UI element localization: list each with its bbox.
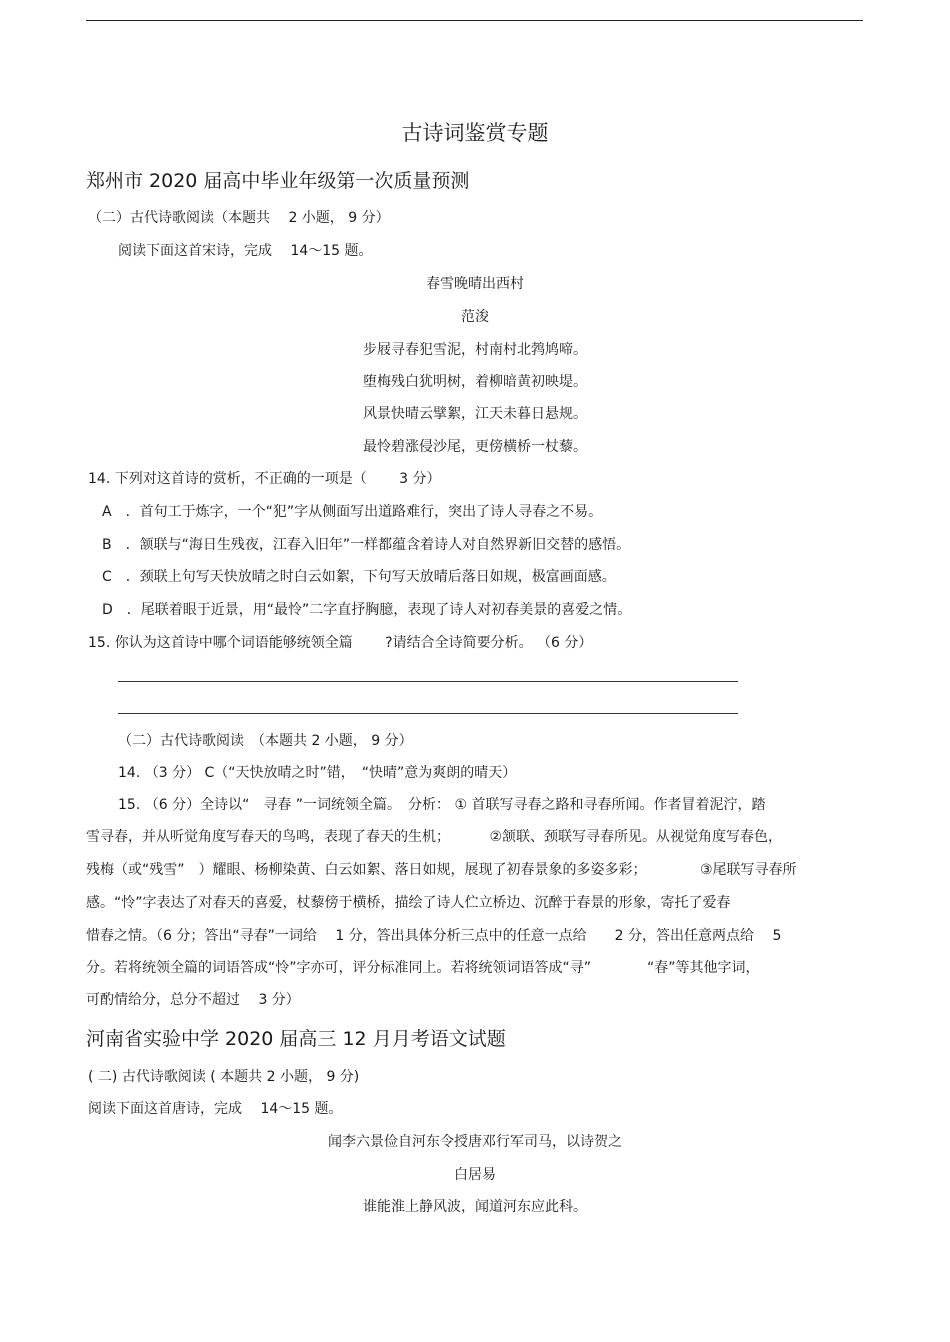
poem2-title: 闻李六景俭自河东令授唐邓行军司马，以诗贺之 (328, 1134, 622, 1150)
answer-14: 14. （3 分） C（“天快放晴之时”错， “快晴”意为爽朗的晴天） (118, 765, 517, 781)
answer-15-line: 可酌情给分，总分不超过 3 分） (86, 992, 300, 1008)
section2-instruction: 阅读下面这首唐诗，完成 14～15 题。 (88, 1101, 343, 1117)
answer-15-line: 15. （6 分）全诗以“ 寻春 ”一词统领全篇。 分析： ① 首联写寻春之路和寻春所闻。作者冒着泥泞，踏 (118, 797, 766, 813)
answers-label: （二）古代诗歌阅读 （本题共 2 小题， 9 分） (118, 733, 413, 749)
q15-stem: 15. 你认为这首诗中哪个词语能够统领全篇 ?请结合全诗简要分析。 （6 分） (88, 635, 593, 651)
answer-line (118, 681, 738, 682)
answer-15-line: 雪寻春，并从听觉角度写春天的鸟鸣，表现了春天的生机； ②颔联、颈联写寻春所见。从视觉角度写春色， (86, 829, 782, 845)
q14-option-b: B ．颔联与“海日生残夜，江春入旧年”一样都蕴含着诗人对自然界新旧交替的感悟。 (102, 537, 631, 553)
poem1-author: 范浚 (461, 309, 489, 325)
answer-15-line: 残梅（或“残雪” ）耀眼、杨柳染黄、白云如絮、落日如规，展现了初春景象的多姿多彩； ③尾联写寻春所 (86, 862, 797, 878)
poem1-line: 步屐寻春犯雪泥，村南村北鹁鸠啼。 (363, 342, 587, 358)
answer-15-line: 感。“怜”字表达了对春天的喜爱，杖藜傍于横桥，描绘了诗人伫立桥边、沉醉于春景的形象，寄托了爱春 (86, 895, 731, 911)
answer-15-line: 惜春之情。（6 分；答出“寻春”一词给 1 分，答出具体分析三点中的任意一点给 2 分，答出任意两点给 5 (86, 928, 782, 944)
answer-line (118, 713, 738, 714)
section2-part-label: ( 二) 古代诗歌阅读 ( 本题共 2 小题， 9 分) (88, 1069, 360, 1085)
poem1-line: 风景快晴云擘絮，江天未暮日悬规。 (363, 406, 587, 422)
q14-option-d: D ．尾联着眼于近景，用“最怜”二字直抒胸臆，表现了诗人对初春美景的喜爱之情。 (102, 602, 632, 618)
section2-heading: 河南省实验中学 2020 届高三 12 月月考语文试题 (86, 1028, 506, 1050)
section1-heading: 郑州市 2020 届高中毕业年级第一次质量预测 (86, 170, 470, 192)
q14-option-a: A ．首句工于炼字，一个“犯”字从侧面写出道路难行，突出了诗人寻春之不易。 (102, 504, 603, 520)
poem2-line: 谁能淮上静风波，闻道河东应此科。 (363, 1199, 587, 1215)
section1-instruction: 阅读下面这首宋诗，完成 14～15 题。 (118, 243, 373, 259)
header-rule (86, 20, 863, 21)
doc-title: 古诗词鉴赏专题 (401, 121, 549, 145)
answer-15-line: 分。若将统领全篇的词语答成“怜”字亦可，评分标准同上。若将统领词语答成“寻” “春”等其他字词， (86, 960, 760, 976)
q14-option-c: C ．颈联上句写天快放晴之时白云如絮，下句写天放晴后落日如规，极富画面感。 (102, 569, 616, 585)
poem1-title: 春雪晚晴出西村 (426, 276, 524, 292)
poem1-line: 最怜碧涨侵沙尾，更傍横桥一杖藜。 (363, 439, 587, 455)
poem2-author: 白居易 (454, 1167, 496, 1183)
q14-stem: 14. 下列对这首诗的赏析，不正确的一项是（ 3 分） (88, 471, 441, 487)
section1-part-label: （二）古代诗歌阅读（本题共 2 小题， 9 分） (88, 210, 390, 226)
poem1-line: 堕梅残白犹明树，着柳暗黄初映堤。 (363, 374, 587, 390)
